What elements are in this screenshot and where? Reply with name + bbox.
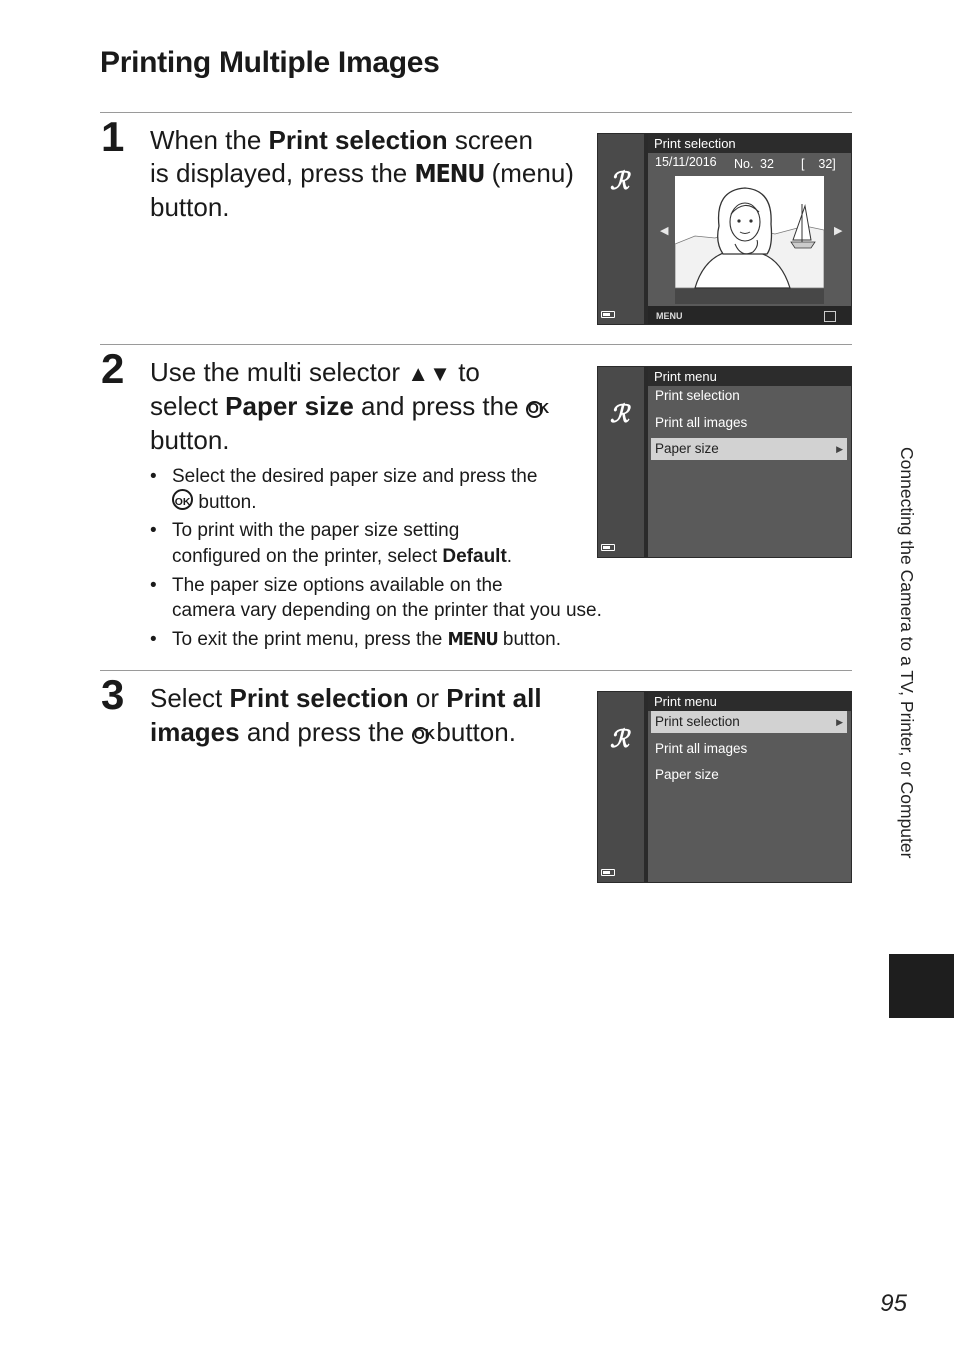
print-icon: ℛ xyxy=(610,166,630,195)
step-number: 2 xyxy=(101,345,125,392)
divider xyxy=(100,344,852,345)
print-number-label: No. xyxy=(734,157,754,171)
screen-sidebar xyxy=(598,692,644,882)
screen-header: Print selection xyxy=(648,134,851,153)
menu-item-print-all-images[interactable]: Print all images xyxy=(655,741,748,756)
step-number: 1 xyxy=(101,113,125,160)
left-arrow-icon[interactable]: ◀ xyxy=(660,225,669,237)
screen-header: Print menu xyxy=(648,692,851,711)
screen-header: Print menu xyxy=(648,367,851,386)
menu-item-print-selection[interactable]: Print selection xyxy=(655,388,740,403)
step-instruction: Select Print selection or Print all xyxy=(150,683,542,713)
print-number: 32 xyxy=(760,157,774,171)
menu-button-icon: MENU xyxy=(414,159,485,188)
screen-divider xyxy=(644,692,648,882)
menu-hint: MENU xyxy=(656,311,683,321)
section-side-label: Connecting the Camera to a TV, Printer, or Computer xyxy=(897,447,917,859)
right-arrow-icon[interactable]: ▶ xyxy=(834,225,843,237)
print-date: 15/11/2016 xyxy=(655,155,717,169)
screen-sidebar xyxy=(598,367,644,557)
camera-screen-print-menu-selection xyxy=(597,691,852,883)
step-instruction: button. xyxy=(150,192,230,222)
step-instruction: images and press the OK button. xyxy=(150,717,516,747)
page-title: Printing Multiple Images xyxy=(100,46,440,79)
submenu-arrow-icon: ▶ xyxy=(836,444,843,454)
multi-selector-arrows-icon: ▲▼ xyxy=(407,361,451,386)
battery-icon xyxy=(601,869,615,876)
step-instruction: When the Print selection screen xyxy=(150,125,533,155)
divider xyxy=(100,112,852,113)
ok-button-icon: OK xyxy=(527,400,550,417)
menu-item-print-all-images[interactable]: Print all images xyxy=(655,415,748,430)
camera-screen-print-selection xyxy=(597,133,852,325)
menu-item-print-selection[interactable]: Print selection ▶ xyxy=(651,711,847,733)
zoom-icon xyxy=(824,311,836,322)
step-number: 3 xyxy=(101,671,125,718)
menu-item-paper-size[interactable]: Paper size ▶ xyxy=(651,438,847,460)
ok-button-icon: OK xyxy=(413,726,436,743)
photo-thumbnail xyxy=(675,176,824,304)
menu-button-icon: MENU xyxy=(447,629,498,650)
step-instruction: is displayed, press the MENU (menu) xyxy=(150,158,574,188)
step-instruction: select Paper size and press the OK xyxy=(150,391,550,421)
screen-divider xyxy=(644,134,648,324)
screen-divider xyxy=(644,367,648,557)
menu-item-paper-size[interactable]: Paper size xyxy=(655,767,719,782)
ok-button-icon: OK xyxy=(172,489,193,510)
submenu-arrow-icon: ▶ xyxy=(836,717,843,727)
section-tab-marker xyxy=(889,954,954,1018)
screen-sidebar xyxy=(598,134,644,324)
print-icon: ℛ xyxy=(610,724,630,753)
battery-icon xyxy=(601,544,615,551)
divider xyxy=(100,670,852,671)
page-number: 95 xyxy=(880,1290,907,1317)
battery-icon xyxy=(601,311,615,318)
step-instruction: button. xyxy=(150,425,230,455)
camera-screen-print-menu-paper-size xyxy=(597,366,852,558)
print-count: [ 32] xyxy=(801,157,836,171)
step-instruction: Use the multi selector ▲▼ to xyxy=(150,357,480,387)
print-icon: ℛ xyxy=(610,399,630,428)
